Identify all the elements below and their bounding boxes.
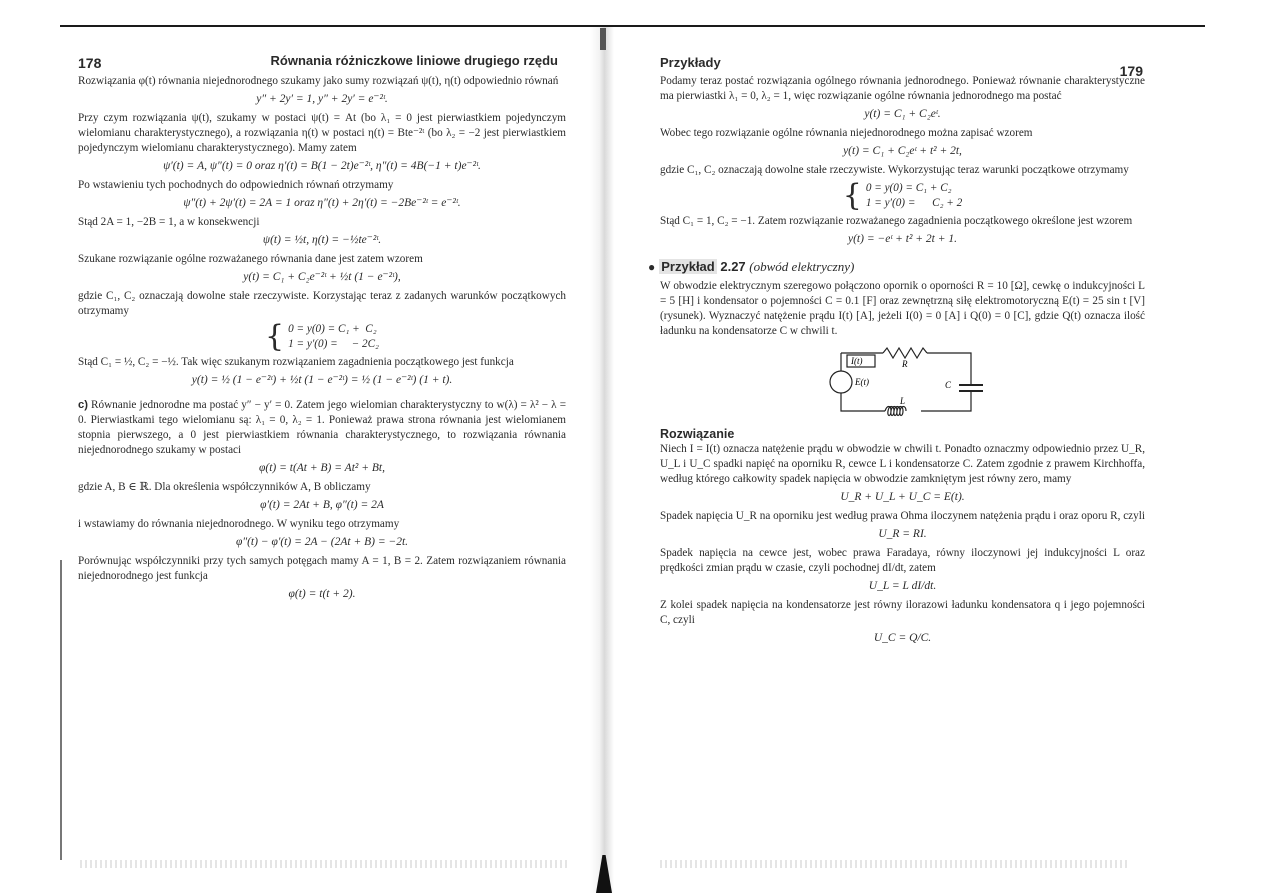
brace-icon: {	[842, 178, 862, 213]
equation: y(t) = C₁ + C₂eᵗ.	[864, 108, 941, 120]
equation-system	[660, 178, 1145, 213]
paragraph: Po wstawieniu tych pochodnych do odpowiednich równań otrzymamy	[78, 179, 394, 191]
inductor-label: L	[899, 396, 905, 406]
example-subtitle: (obwód elektryczny)	[749, 259, 855, 274]
solution-heading: Rozwiązanie	[660, 427, 735, 441]
capacitor-label: C	[944, 380, 951, 390]
example-heading	[648, 259, 1145, 275]
circuit-diagram	[660, 343, 1145, 421]
example-number: 2.27	[720, 259, 746, 274]
equation: φ′(t) = 2At + B, φ″(t) = 2A	[260, 499, 384, 511]
equation: ψ(t) = ½t, η(t) = −½te⁻²ᵗ.	[262, 234, 382, 246]
resistor-icon	[883, 348, 927, 358]
paragraph: Z kolei spadek napięcia na kondensatorze jest równy ilorazowi ładunku kondensatora q i jego pojemności C, czyli	[660, 599, 1145, 626]
equation: ψ′(t) = A, ψ″(t) = 0 oraz η′(t) = B(1 − 2t)e⁻²ᵗ, η″(t) = 4B(−1 + t)e⁻²ᵗ.	[163, 160, 481, 172]
paragraph: gdzie C₁, C₂ oznaczają dowolne stałe rzeczywiste. Wykorzystując teraz warunki początkowe otrzymamy	[660, 164, 1129, 176]
system-row: 0 = y(0) = C₁ + C₂	[288, 323, 377, 335]
equation: y″ + 2y′ = 1, y″ + 2y′ = e⁻²ᵗ.	[256, 93, 388, 105]
paragraph: gdzie C₁, C₂ oznaczają dowolne stałe rzeczywiste. Korzystając teraz z zadanych warunków początkowych otrzymamy	[78, 290, 566, 317]
paragraph: Spadek napięcia U_R na oporniku jest według prawa Ohma iloczynem natężenia prądu i oraz oporu R, czyli	[660, 510, 1145, 522]
spine-mark	[600, 28, 606, 50]
paragraph: Stąd C₁ = ½, C₂ = −½. Tak więc szukanym rozwiązaniem zagadnienia początkowego jest funkcja	[78, 356, 514, 368]
current-label: I(t)	[850, 356, 862, 366]
equation: y(t) = ½ (1 − e⁻²ᵗ) + ½t (1 − e⁻²ᵗ) = ½ (1 − e⁻²ᵗ) (1 + t).	[191, 374, 453, 386]
voltage-source-icon	[830, 371, 852, 393]
system-rows	[288, 322, 379, 352]
equation-system	[78, 319, 566, 354]
bullet-icon: ●	[648, 260, 656, 274]
brace-icon: {	[265, 319, 285, 354]
right-header	[660, 40, 1145, 79]
paragraph: Przy czym rozwiązania ψ(t), szukamy w postaci ψ(t) = At (bo λ₁ = 0 jest pierwiastkiem pojedynczym wielomianu charakterystycznego), a rozwiązania η(t) w postaci η(t) = Bte⁻²ᵗ (bo λ₂ = −2 jest pierwiastkiem pojedynczym wielomianu charakterystycznego). Mamy zatem	[78, 112, 566, 154]
book-spine	[590, 27, 614, 893]
paragraph: Wobec tego rozwiązanie ogólne równania niejednorodnego można zapisać wzorem	[660, 127, 1033, 139]
right-page	[648, 40, 1145, 650]
system-row: 1 = y′(0) = − 2C₂	[288, 338, 379, 350]
paragraph: Rozwiązania φ(t) równania niejednorodnego szukamy jako sumy rozwiązań ψ(t), η(t) odpowiednio równań	[78, 75, 559, 87]
left-page	[78, 40, 566, 606]
equation: φ(t) = t(t + 2).	[288, 588, 356, 600]
paragraph	[78, 398, 566, 458]
left-header	[78, 40, 566, 74]
paragraph: Porównując współczynniki przy tych samych potęgach mamy A = 1, B = 2. Zatem rozwiązaniem równania niejednorodnego jest funkcja	[78, 555, 566, 582]
system-row: 0 = y(0) = C₁ + C₂	[865, 182, 952, 194]
paragraph: Podamy teraz postać rozwiązania ogólnego równania jednorodnego. Ponieważ równanie charakterystyczne ma pierwiastki λ₁ = 0, λ₂ = 1, więc rozwiązanie ogólne równania jednorodnego ma postać	[660, 75, 1145, 102]
resistor-label: R	[901, 359, 907, 369]
scan-noise-left	[80, 860, 568, 868]
equation: y(t) = C₁ + C₂eᵗ + t² + 2t,	[843, 145, 962, 157]
paragraph: Niech I = I(t) oznacza natężenie prądu w obwodzie w chwili t. Ponadto oznaczmy odpowiednio przez U_R, U_L i U_C spadki napięć na oporniku R, cewce L i kondensatorze C. Zatem zgodnie z prawem Kirchhoffa, według którego całkowity spadek napięcia w obwodzie zamkniętym jest równy zero, mamy	[660, 443, 1145, 485]
right-body-bottom	[660, 442, 1145, 646]
paragraph: i wstawiamy do równania niejednorodnego. W wyniku tego otrzymamy	[78, 518, 400, 530]
paragraph: Stąd 2A = 1, −2B = 1, a w konsekwencji	[78, 216, 260, 228]
equation: U_R = RI.	[878, 528, 927, 540]
paragraph: gdzie A, B ∈ ℝ. Dla określenia współczynników A, B obliczamy	[78, 481, 371, 493]
running-head: Przykłady	[660, 55, 721, 70]
page-number: 178	[78, 55, 102, 71]
subpart-label: c)	[78, 399, 88, 411]
equation: y(t) = C₁ + C₂e⁻²ᵗ + ½t (1 − e⁻²ᵗ),	[243, 271, 401, 283]
system-row: 1 = y′(0) = C₂ + 2	[865, 197, 963, 209]
equation: φ″(t) − φ′(t) = 2A − (2At + B) = −2t.	[235, 536, 409, 548]
page-number: 179	[1119, 63, 1143, 79]
example-text: W obwodzie elektrycznym szeregowo połączono opornik o oporności R = 10 [Ω], cewkę o indukcyjności L = 5 [H] i kondensator o pojemności C = 0.1 [F] oraz zewnętrzną siłę elektromotoryczną E(t) = 25 sin t [V] (rysunek). Wyznaczyć natężenie prądu I(t) [A], jeżeli I(0) = 0 [A] i Q(0) = 0 [C], gdzie Q(t) oznacza ilość ładunku na kondensatorze C w chwili t.	[660, 280, 1145, 337]
equation: ψ″(t) + 2ψ′(t) = 2A = 1 oraz η″(t) + 2η′(t) = −2Be⁻²ᵗ = e⁻²ᵗ.	[183, 197, 461, 209]
equation: φ(t) = t(At + B) = At² + Bt,	[259, 462, 385, 474]
paragraph: Spadek napięcia na cewce jest, wobec prawa Faradaya, równy iloczynowi jej indukcyjności L oraz prędkości zmian prądu w czasie, czyli pochodnej dI/dt, zatem	[660, 547, 1145, 574]
capacitor-icon	[959, 385, 983, 391]
paragraph-text: Równanie jednorodne ma postać y″ − y′ = 0. Zatem jego wielomian charakterystyczny to w(λ) = λ² − λ = 0. Pierwiastkami tego wielomianu są: λ₁ = 0, λ₂ = 1. Ponieważ prawa strona równania jest wielomianem stopnia pierwszego, a 0 jest pierwiastkiem równania charakterystycznego, to rozwiązania równania niejednorodnego szukamy w postaci	[78, 399, 566, 456]
scan-noise-right	[660, 860, 1130, 868]
page-edge	[60, 560, 62, 860]
system-rows	[866, 181, 962, 211]
right-body-top	[660, 74, 1145, 247]
equation: U_L = L dI/dt.	[868, 580, 937, 592]
top-rule	[60, 25, 1205, 27]
equation: U_R + U_L + U_C = E(t).	[840, 491, 965, 503]
paragraph: Stąd C₁ = 1, C₂ = −1. Zatem rozwiązanie rozważanego zagadnienia początkowego określone jest wzorem	[660, 215, 1133, 227]
equation: y(t) = −eᵗ + t² + 2t + 1.	[847, 233, 957, 245]
paragraph: Szukane rozwiązanie ogólne rozważanego równania dane jest zatem wzorem	[78, 253, 423, 265]
source-label: E(t)	[854, 377, 869, 387]
inductor-icon	[885, 407, 906, 416]
equation: U_C = Q/C.	[873, 632, 932, 644]
example-label: Przykład	[661, 259, 715, 274]
left-body	[78, 74, 566, 602]
running-head: Równania różniczkowe liniowe drugiego rzędu	[270, 53, 558, 68]
